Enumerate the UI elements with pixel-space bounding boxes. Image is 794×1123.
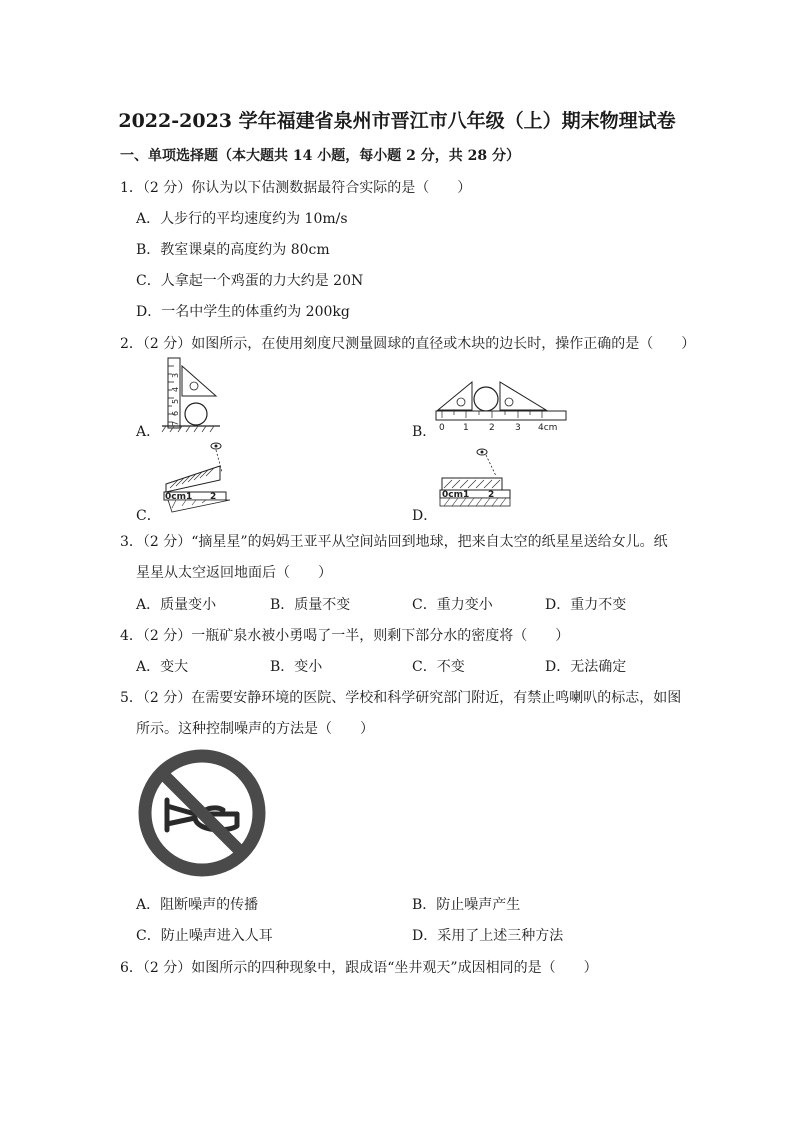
question-3-option-a: A．质量变小 xyxy=(136,597,217,613)
question-2-stem: 2．（2 分）如图所示，在使用刻度尺测量圆球的直径或木块的边长时，操作正确的是（ ） xyxy=(120,336,696,352)
question-1-option-c: C．人拿起一个鸡蛋的力大约是 20N xyxy=(136,273,364,289)
question-2-option-b: B． xyxy=(412,424,437,440)
tick-label: 2 xyxy=(488,490,495,500)
question-4-option-b: B．变小 xyxy=(270,659,323,675)
question-1-option-a: A．人步行的平均速度约为 10m/s xyxy=(136,211,348,227)
tick-label: 0 xyxy=(439,423,445,433)
question-1-option-d: D．一名中学生的体重约为 200kg xyxy=(136,304,350,320)
question-4-option-c: C．不变 xyxy=(412,659,465,675)
question-6-stem: 6．（2 分）如图所示的四种现象中，跟成语“坐井观天”成因相同的是（ ） xyxy=(120,960,598,976)
figure-b-ruler-ball xyxy=(434,378,570,434)
tick-label: 1 xyxy=(463,423,469,433)
question-1-option-b: B．教室课桌的高度约为 80cm xyxy=(136,242,330,258)
question-5-option-d: D．采用了上述三种方法 xyxy=(412,928,564,944)
tick-label: 2 xyxy=(489,423,495,433)
tick-label: 7 xyxy=(171,420,180,426)
question-3-option-b: B．质量不变 xyxy=(270,597,351,613)
question-4-option-d: D．无法确定 xyxy=(545,659,627,675)
question-3-option-c: C．重力变小 xyxy=(412,597,493,613)
no-horn-sign-icon xyxy=(137,748,267,878)
figure-d-ruler-block xyxy=(436,446,516,518)
tick-label: 0cm1 xyxy=(165,492,193,502)
question-5-stem-line2: 所示。这种控制噪声的方法是（ ） xyxy=(136,721,374,737)
tick-label: 3 xyxy=(171,372,180,378)
question-3-option-d: D．重力不变 xyxy=(545,597,627,613)
question-3-stem-line1: 3．（2 分）“摘星星”的妈妈王亚平从空间站回到地球，把来自太空的纸星星送给女儿。纸 xyxy=(120,534,668,550)
question-3-stem-line2: 星星从太空返回地面后（ ） xyxy=(136,565,332,581)
tick-label: 3 xyxy=(515,423,521,433)
tick-label: 2 xyxy=(210,492,217,502)
question-5-option-a: A．阻断噪声的传播 xyxy=(136,897,259,913)
tick-label: 5 xyxy=(171,398,180,404)
page-title: 2022-2023 学年福建省泉州市晋江市八年级（上）期末物理试卷 xyxy=(118,110,676,132)
question-1-stem: 1．（2 分）你认为以下估测数据最符合实际的是（ ） xyxy=(120,180,472,196)
tick-label: 4 xyxy=(171,386,180,392)
tick-label: 6 xyxy=(171,410,180,416)
question-4-option-a: A．变大 xyxy=(136,659,189,675)
question-5-option-b: B．防止噪声产生 xyxy=(412,897,521,913)
question-2-option-c: C． xyxy=(136,508,161,524)
tick-label: 0cm1 xyxy=(442,490,470,500)
question-4-stem: 4．（2 分）一瓶矿泉水被小勇喝了一半，则剩下部分水的密度将（ ） xyxy=(120,628,570,644)
question-2-option-a: A． xyxy=(136,424,161,440)
question-5-stem-line1: 5．（2 分）在需要安静环境的医院、学校和科学研究部门附近，有禁止鸣喇叭的标志，如图 xyxy=(120,690,682,706)
section-heading: 一、单项选择题（本大题共 14 小题，每小题 2 分，共 28 分） xyxy=(120,148,520,164)
question-2-option-d: D． xyxy=(412,508,438,524)
tick-label: 4cm xyxy=(538,423,558,433)
figure-c-ruler-block xyxy=(160,440,240,516)
figure-a-ticks xyxy=(160,356,230,436)
question-5-option-c: C．防止噪声进入人耳 xyxy=(136,928,273,944)
